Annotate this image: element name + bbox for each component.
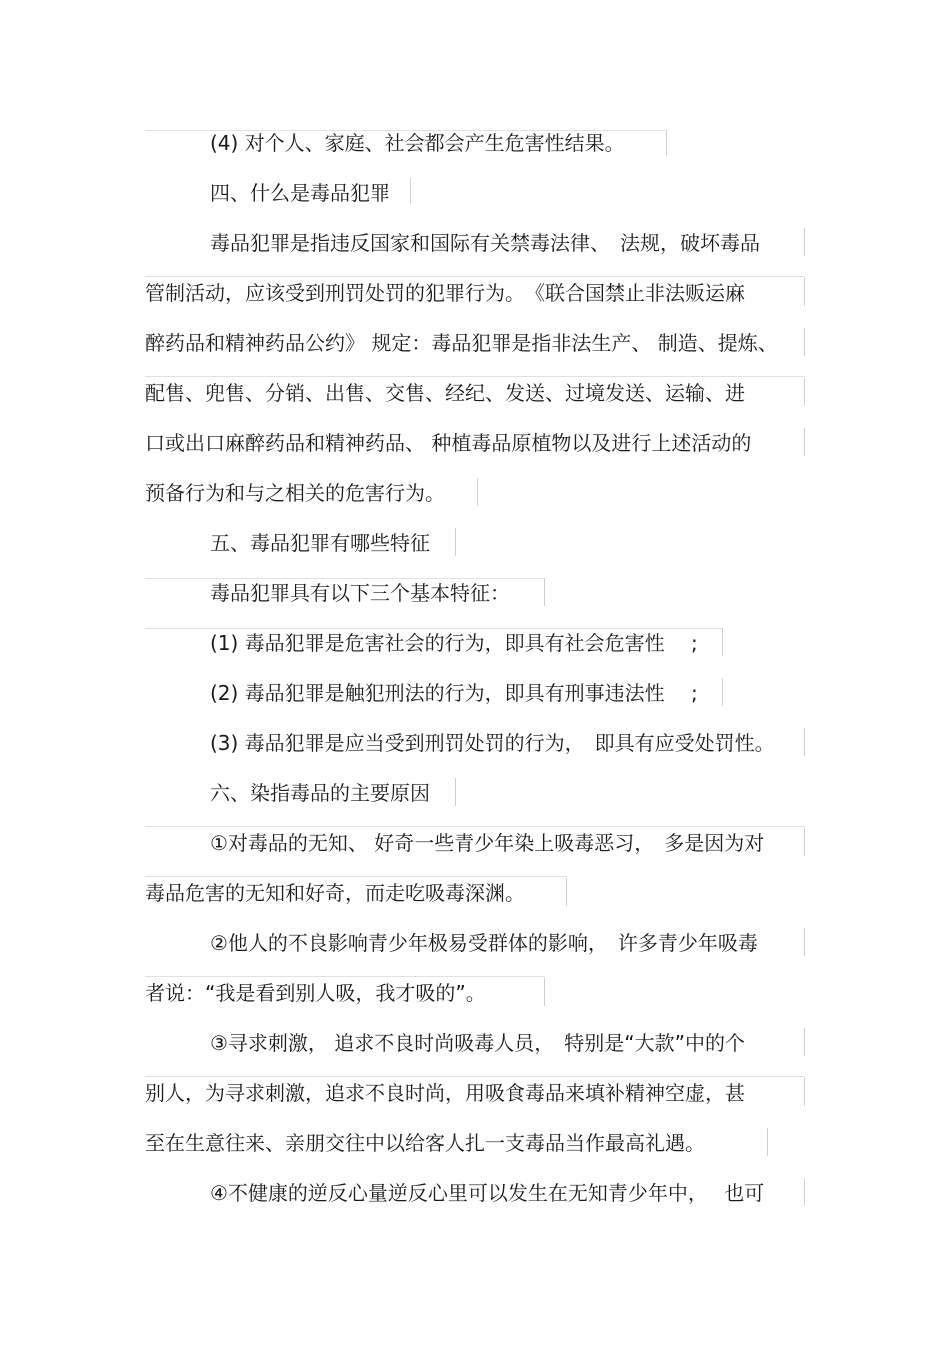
rule-v-10 — [544, 578, 545, 606]
paragraph-line: 至在生意往来、亲朋交往中以给客人扎一支毒品当作最高礼遇。 — [145, 1131, 705, 1155]
rule-v-17 — [804, 928, 805, 956]
rule-v-21 — [767, 1128, 768, 1156]
list-item-1: (1) 毒品犯罪是危害社会的行为，即具有社会危害性 ; — [210, 631, 698, 655]
heading-section-5: 五、毒品犯罪有哪些特征 — [210, 531, 430, 555]
paragraph-line: 别人，为寻求刺激，追求不良时尚，用吸食毒品来填补精神空虚，甚 — [145, 1081, 745, 1105]
heading-section-6: 六、染指毒品的主要原因 — [210, 781, 430, 805]
rule-v-9 — [455, 528, 456, 556]
paragraph-line: 毒品犯罪是指违反国家和国际有关禁毒法律、 法规，破坏毒品 — [210, 231, 760, 255]
paragraph-line: 管制活动，应该受到刑罚处罚的犯罪行为。 《联合国禁止非法贩运麻 — [145, 281, 745, 305]
rule-v-16 — [566, 878, 567, 906]
rule-h-8 — [145, 976, 545, 977]
rule-h-5 — [145, 628, 723, 629]
rule-v-3 — [804, 228, 805, 256]
rule-h-4 — [145, 578, 545, 579]
rule-v-12 — [722, 678, 723, 706]
rule-v-18 — [544, 978, 545, 1006]
rule-h-7 — [145, 876, 567, 877]
rule-v-14 — [455, 778, 456, 806]
rule-h-3 — [145, 376, 805, 377]
rule-v-4 — [804, 278, 805, 306]
paragraph-line: 毒品犯罪具有以下三个基本特征： — [210, 581, 510, 605]
rule-v-2 — [410, 178, 411, 204]
rule-h-9 — [145, 1076, 805, 1077]
paragraph-line: ④不健康的逆反心量逆反心里可以发生在无知青少年中， 也可 — [210, 1181, 765, 1205]
paragraph-line: 口或出口麻醉药品和精神药品、 种植毒品原植物以及进行上述活动的 — [145, 431, 752, 455]
rule-v-8 — [477, 478, 478, 506]
rule-v-20 — [804, 1078, 805, 1106]
paragraph-line: ①对毒品的无知、 好奇一些青少年染上吸毒恶习， 多是因为对 — [210, 831, 765, 855]
paragraph-line: ②他人的不良影响青少年极易受群体的影响， 许多青少年吸毒 — [210, 931, 758, 955]
paragraph-line: 配售、兜售、分销、出售、交售、经纪、发送、过境发送、运输、进 — [145, 381, 745, 405]
rule-v-6 — [804, 378, 805, 406]
rule-h-2 — [145, 276, 805, 277]
list-item-3: (3) 毒品犯罪是应当受到刑罚处罚的行为， 即具有应受处罚性。 — [210, 731, 775, 755]
paragraph-line: 醉药品和精神药品公约》 规定：毒品犯罪是指非法生产、 制造、提炼、 — [145, 331, 778, 355]
rule-v-11 — [722, 628, 723, 656]
list-item-2: (2) 毒品犯罪是触犯刑法的行为，即具有刑事违法性 ; — [210, 681, 698, 705]
rule-v-15 — [804, 828, 805, 856]
paragraph-line: 预备行为和与之相关的危害行为。 — [145, 481, 445, 505]
heading-section-4: 四、什么是毒品犯罪 — [210, 181, 390, 205]
rule-v-7 — [804, 428, 805, 456]
paragraph-line: ③寻求刺激， 追求不良时尚吸毒人员， 特别是“大款”中的个 — [210, 1031, 746, 1055]
rule-v-22 — [804, 1178, 805, 1206]
paragraph-line: 毒品危害的无知和好奇，而走吃吸毒深渊。 — [145, 881, 525, 905]
rule-v-13 — [804, 728, 805, 756]
rule-v-1 — [666, 130, 667, 156]
paragraph-line: 者说：“我是看到别人吸，我才吸的”。 — [145, 981, 486, 1005]
item-4-harm: (4) 对个人、家庭、社会都会产生危害性结果。 — [210, 131, 625, 155]
rule-v-19 — [804, 1028, 805, 1056]
rule-v-5 — [804, 328, 805, 356]
rule-h-6 — [145, 826, 805, 827]
